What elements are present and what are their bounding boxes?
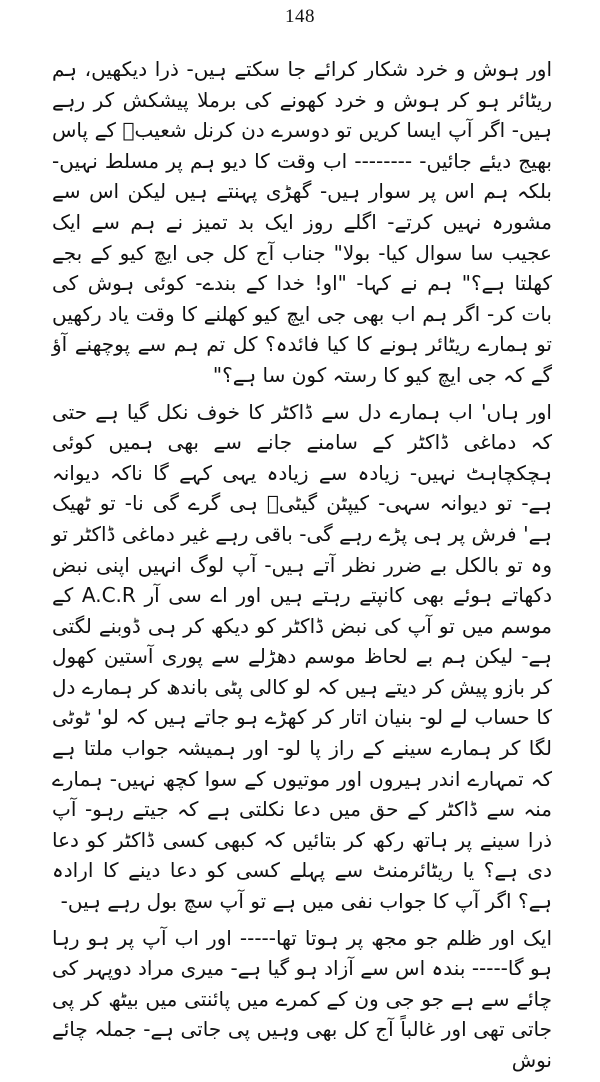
paragraph-2: اور ہاں' اب ہمارے دل سے ڈاکٹر کا خوف نکل گیا ہے حتی کہ دماغی ڈاکٹر کے سامنے جانے سے بھی ہمیں کوئی ہچکچاہٹ نہیں- زیادہ سے زیادہ یہی کہے گا ناکہ دیوانہ ہے- تو دیوانہ سہی- کیپٹن گیٹیؒ ہی گرے گی نا- تو ٹھیک ہے' فرش پر ہی پڑے رہے گی- باقی رہے غیر دماغی ڈاکٹر تو وہ تو بالکل بے ضرر نظر آتے ہیں- آپ لوگ انہیں اپنی نبض دکھاتے ہوئے بھی کانپتے رہتے ہیں اور اے سی آر A.C.R کے موسم میں تو آپ کی نبض ڈاکٹر کو دیکھ کر ہی ڈوبنے لگتی ہے- لیکن ہم بے لحاظ موسم دھڑلے سے پوری آستین کھول کر بازو پیش کر دیتے ہیں کہ لو کالی پٹی باندھ کر ہمارے دل کا حساب لے لو- بنیان اتار کر کھڑے ہو جاتے ہیں کہ لو' ٹوٹی لگا کر ہمارے سینے کے راز پا لو- اور ہمیشہ جواب ملتا ہے کہ تمہارے اندر ہیروں اور موتیوں کے سوا کچھ نہیں- ہمارے منہ سے ڈاکٹر کے حق میں دعا نکلتی ہے کہ جیتے رہو- آپ ذرا سینے پر ہاتھ رکھ کر بتائیں کہ کبھی کسی ڈاکٹر کو دعا دی ہے؟ یا ریٹائرمنٹ سے پہلے کسی کو دعا دینے کا ارادہ ہے؟ اگر آپ کا جواب نفی میں ہے تو آپ سچ بول رہے ہیں-: [52, 399, 552, 914]
paragraph-1: اور ہوش و خرد شکار کرائے جا سکتے ہیں- ذرا دیکھیں، ہم ریٹائر ہو کر ہوش و خرد کھونے کی برملا پیشکش کر رہے ہیں- اگر آپ ایسا کریں تو دوسرے دن کرنل شعیبؒ کے پاس بھیج دیئے جائیں- -------- اب وقت کا دیو ہم پر مسلط نہیں- بلکہ ہم اس پر سوار ہیں- گھڑی پہنتے ہیں لیکن اس سے مشورہ نہیں کرتے- اگلے روز ایک بد تمیز نے ہم سے ایک عجیب سا سوال کیا- بولا" جناب آج کل جی ایچ کیو کے بجے کھلتا ہے؟" ہم نے کہا- "او! خدا کے بندے- کوئی ہوش کی بات کر- اگر ہم اب بھی جی ایچ کیو کھلنے کا وقت یاد رکھیں تو ہمارے ریٹائر ہونے کا کیا فائدہ؟ کل تم ہم سے پوچھنے آؤ گے کہ جی ایچ کیو کا رستہ کون سا ہے؟": [52, 57, 552, 387]
page-body: [52, 54, 552, 1082]
page-number: 148: [285, 6, 315, 27]
paragraph-3: ایک اور ظلم جو مجھ پر ہوتا تھا----- اور اب آپ پر ہو رہا ہو گا----- بندہ اس سے آزاد ہو گیا ہے- میری مراد دوپہر کی چائے سے ہے جو جی ون کے کمرے میں پائنتی میں بیٹھ کر پی جاتی تھی اور غالباً آج کل بھی وہیں پی جاتی ہے- جملہ چائے نوش: [52, 925, 552, 1072]
